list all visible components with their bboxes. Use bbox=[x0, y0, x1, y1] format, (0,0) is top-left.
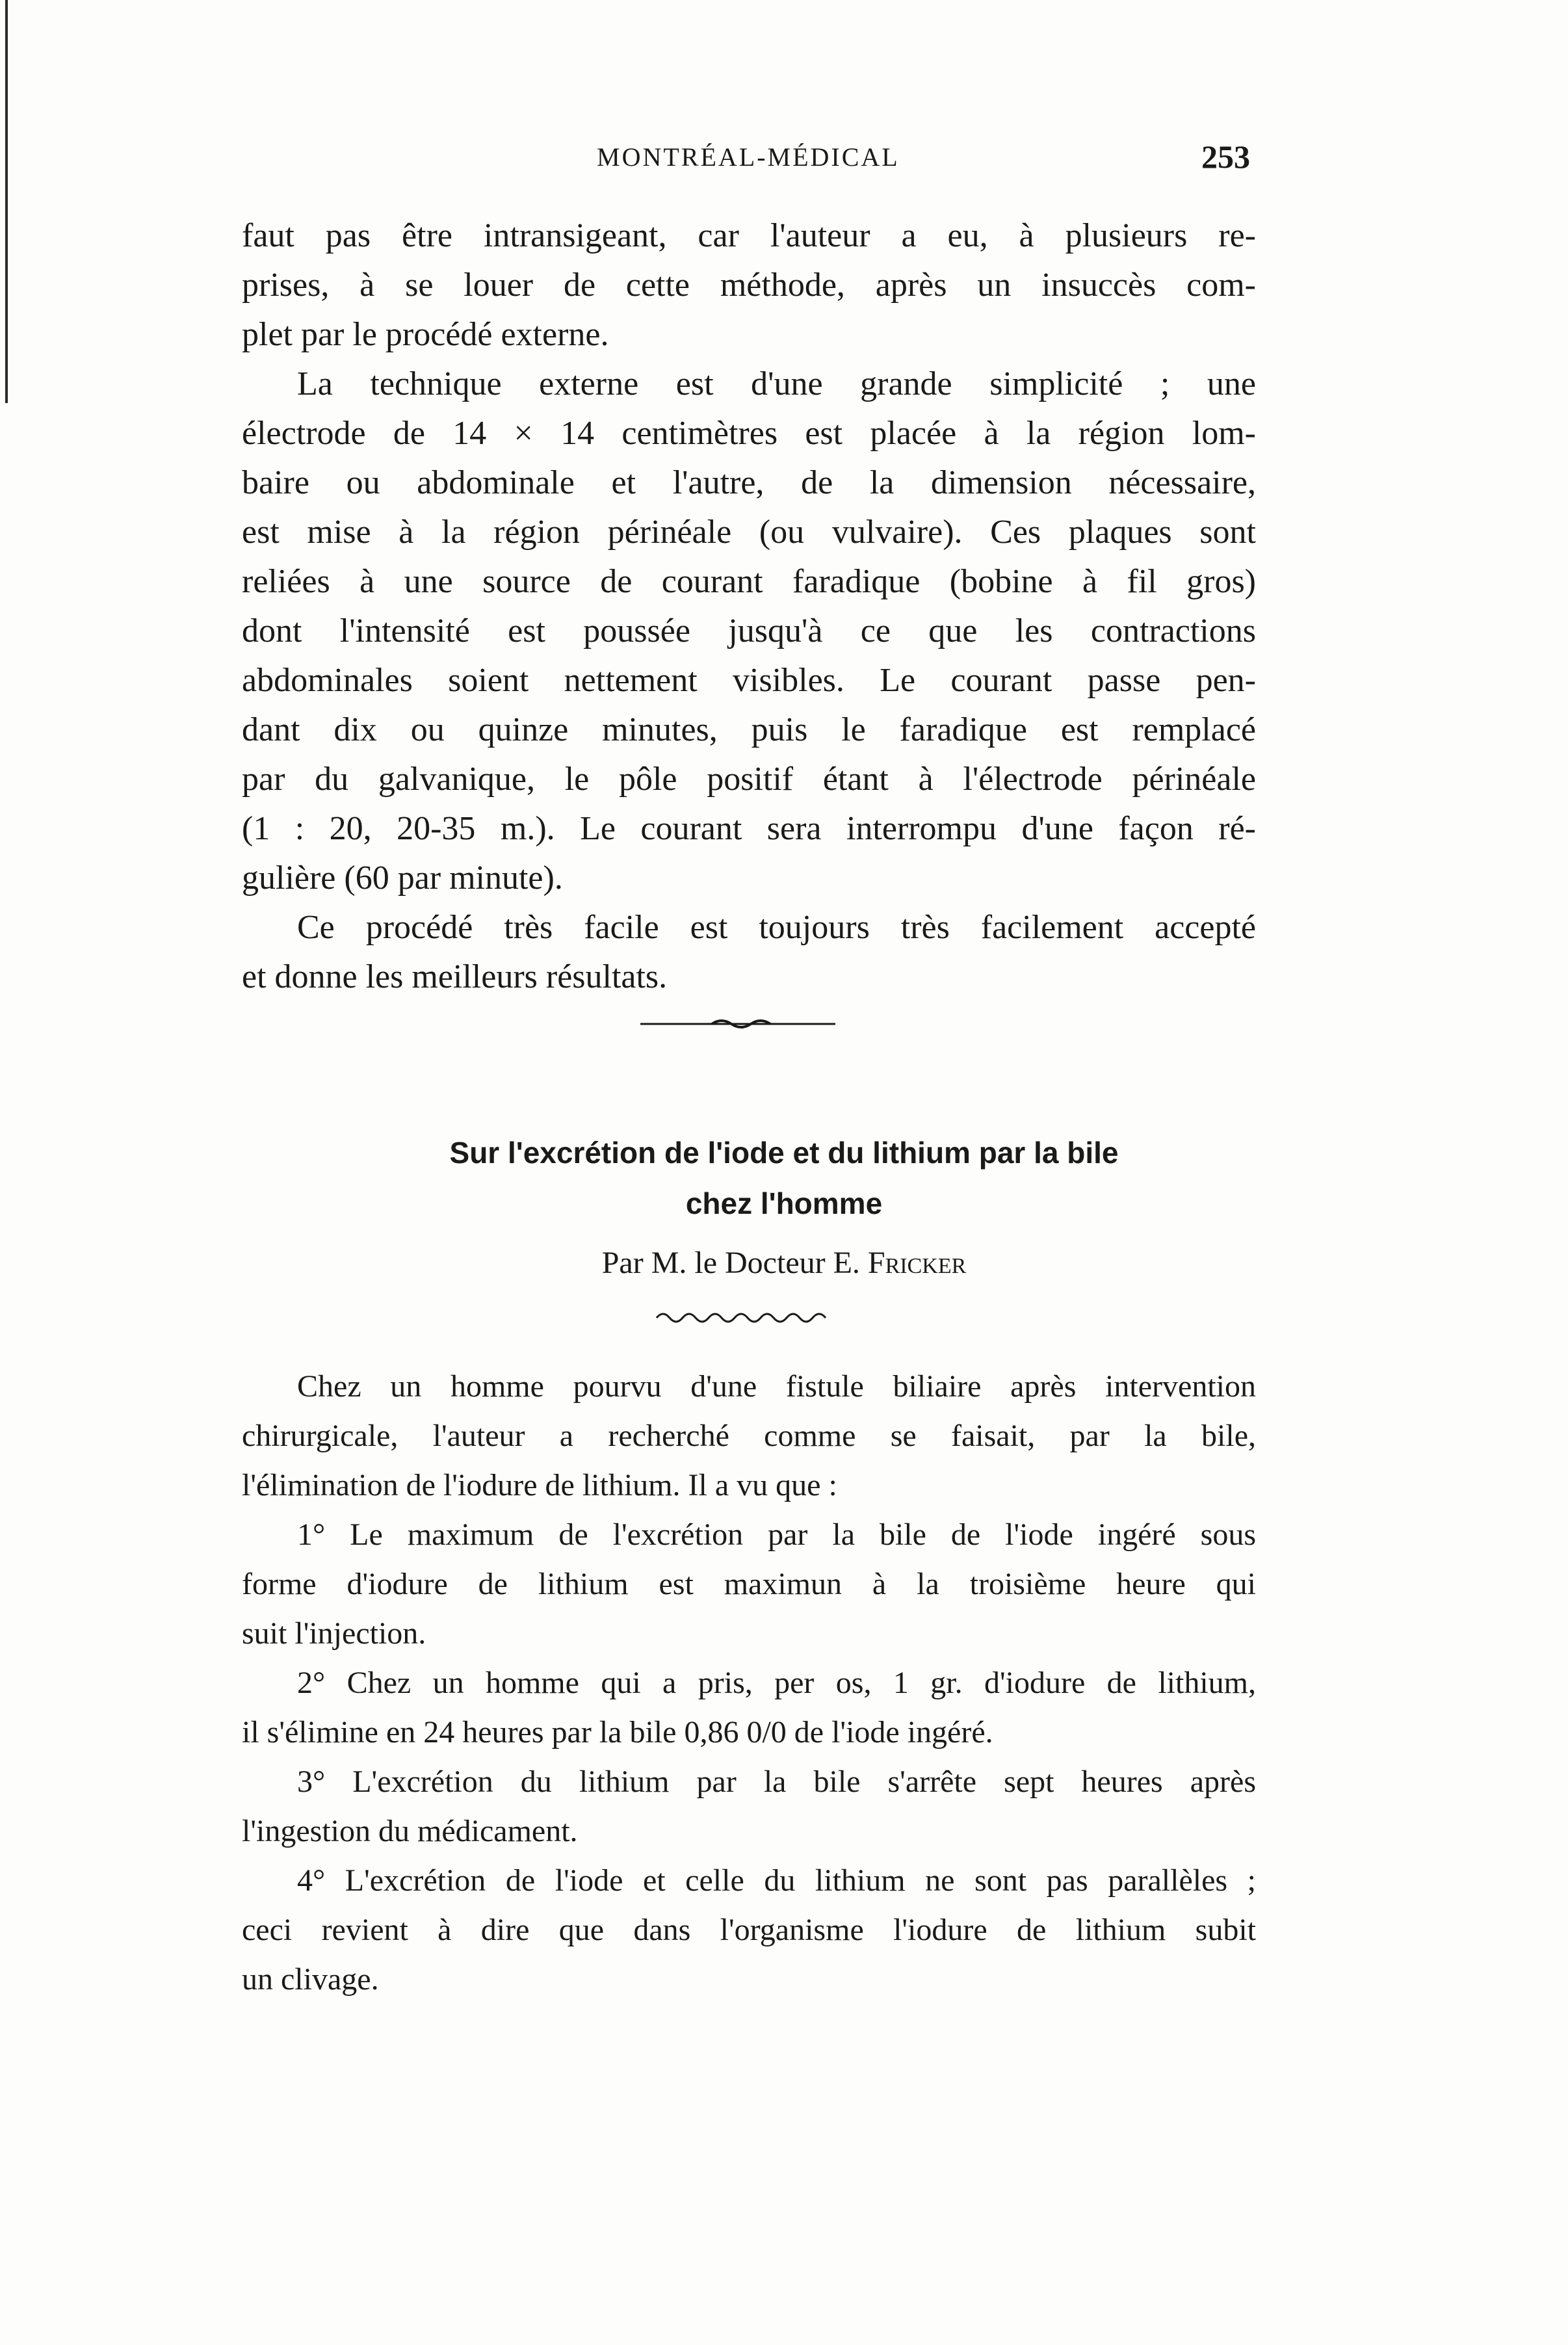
text-line: gulière (60 par minute). bbox=[242, 859, 563, 897]
text-line: abdominales soient nettement visibles. Le courant passe pen- bbox=[242, 662, 1256, 699]
text-line: plet par le procédé externe. bbox=[242, 316, 609, 353]
page-binding-edge bbox=[5, 0, 8, 403]
text-line: prises, à se louer de cette méthode, après un insuccès com- bbox=[242, 267, 1256, 304]
byline-author-name: Fricker bbox=[867, 1246, 967, 1280]
text-line: 2° Chez un homme qui a pris, per os, 1 gr. d'iodure de lithium, bbox=[297, 1666, 1256, 1700]
text-line: faut pas être intransigeant, car l'auteur a eu, à plusieurs re- bbox=[242, 217, 1256, 254]
text-line: chirurgicale, l'auteur a recherché comme se faisait, par la bile, bbox=[242, 1419, 1256, 1453]
text-line: 4° L'excrétion de l'iode et celle du lithium ne sont pas parallèles ; bbox=[297, 1863, 1256, 1898]
text-line: l'ingestion du médicament. bbox=[242, 1814, 578, 1848]
byline-prefix: Par M. le Docteur E. bbox=[601, 1246, 868, 1280]
text-line: électrode de 14 × 14 centimètres est placée à la région lom- bbox=[242, 415, 1256, 452]
text-line: est mise à la région périnéale (ou vulvaire). Ces plaques sont bbox=[242, 514, 1256, 551]
text-line: (1 : 20, 20-35 m.). Le courant sera interrompu d'une façon ré- bbox=[242, 810, 1256, 847]
text-line: baire ou abdominale et l'autre, de la dimension nécessaire, bbox=[242, 464, 1256, 501]
text-line: Chez un homme pourvu d'une fistule biliaire après intervention bbox=[297, 1369, 1256, 1404]
text-line: ceci revient à dire que dans l'organisme l'iodure de lithium subit bbox=[242, 1913, 1256, 1947]
article-byline bbox=[0, 1238, 1568, 1288]
text-line: reliées à une source de courant faradique (bobine à fil gros) bbox=[242, 563, 1256, 600]
page-header bbox=[0, 138, 1568, 194]
text-line: Ce procédé très facile est toujours très facilement accepté bbox=[297, 909, 1256, 946]
text-line: dant dix ou quinze minutes, puis le faradique est remplacé bbox=[242, 711, 1256, 748]
article-1-text bbox=[242, 211, 1256, 1002]
text-line: La technique externe est d'une grande simplicité ; une bbox=[297, 365, 1256, 402]
text-line: 3° L'excrétion du lithium par la bile s'arrête sept heures après bbox=[297, 1764, 1256, 1799]
running-title: MONTRÉAL-MÉDICAL bbox=[597, 142, 900, 172]
text-line: suit l'injection. bbox=[242, 1616, 426, 1651]
page-number: 253 bbox=[1201, 138, 1250, 175]
text-line: 1° Le maximum de l'excrétion par la bile de l'iode ingéré sous bbox=[297, 1517, 1256, 1552]
text-line: un clivage. bbox=[242, 1962, 379, 1997]
article-title-line-1: Sur l'excrétion de l'iode et du lithium par la bile bbox=[449, 1136, 1119, 1170]
text-line: forme d'iodure de lithium est maximun à la troisième heure qui bbox=[242, 1567, 1256, 1601]
text-line: il s'élimine en 24 heures par la bile 0,86 0/0 de l'iode ingéré. bbox=[242, 1715, 993, 1749]
text-line: l'élimination de l'iodure de lithium. Il a vu que : bbox=[242, 1468, 837, 1502]
title-wave-ornament bbox=[653, 1309, 835, 1324]
article-title-line-2: chez l'homme bbox=[685, 1186, 883, 1220]
article-2-text bbox=[242, 1362, 1256, 2004]
section-separator-ornament bbox=[634, 1017, 842, 1030]
text-line: dont l'intensité est poussée jusqu'à ce que les contractions bbox=[242, 612, 1256, 649]
text-line: et donne les meilleurs résultats. bbox=[242, 958, 668, 995]
text-line: par du galvanique, le pôle positif étant à l'électrode périnéale bbox=[242, 761, 1256, 798]
